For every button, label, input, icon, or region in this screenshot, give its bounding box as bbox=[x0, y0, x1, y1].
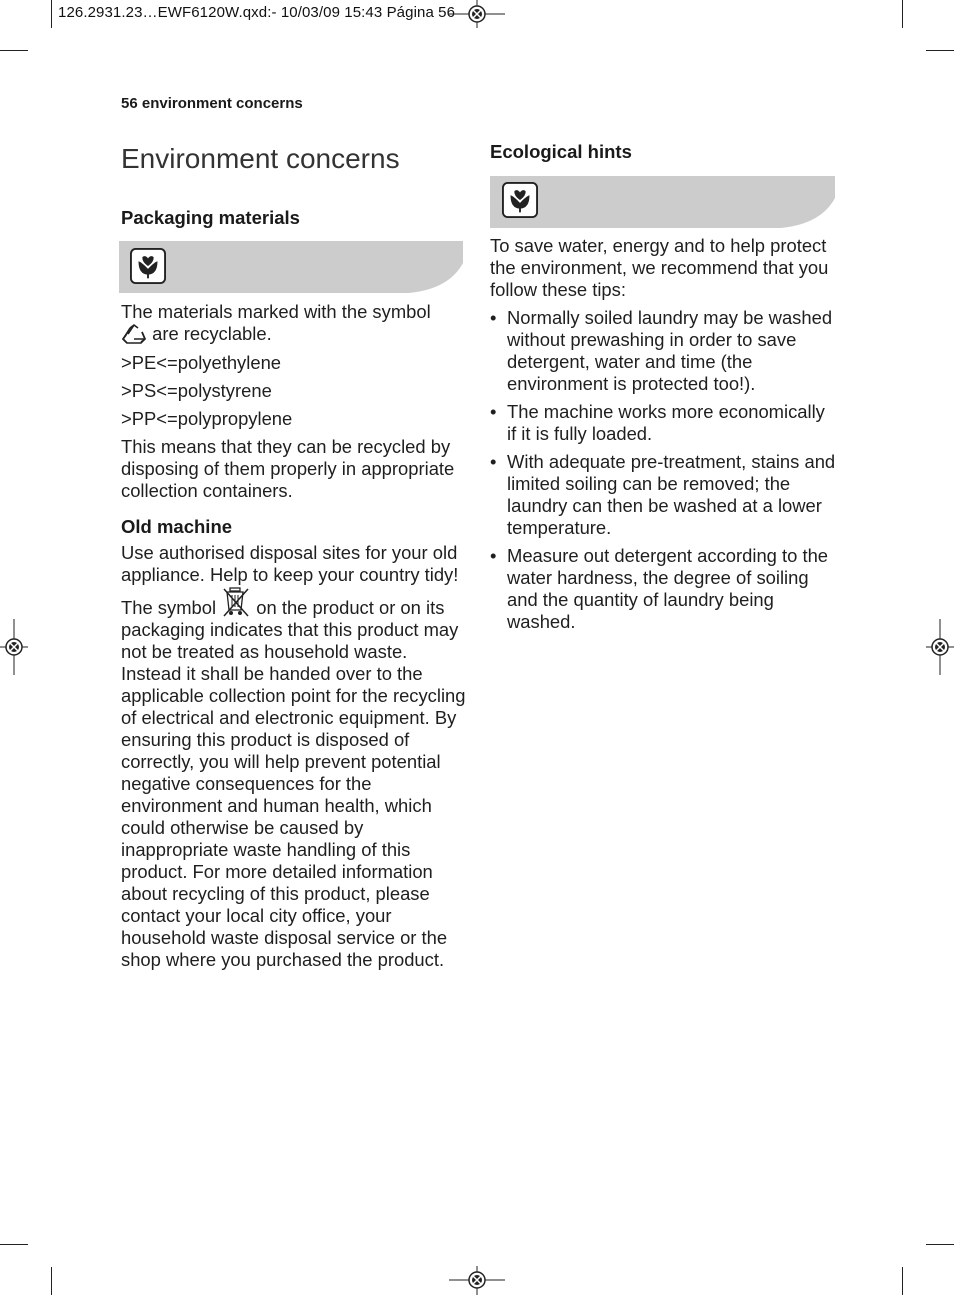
material-ps: >PS<=polystyrene bbox=[121, 380, 272, 401]
list-item: • Measure out detergent according to the water hardness, the degree of soiling and the quantity of laundry being washed. bbox=[490, 545, 836, 633]
registration-mark-icon bbox=[0, 619, 28, 675]
registration-mark-icon bbox=[449, 1266, 505, 1295]
registration-mark-icon bbox=[926, 619, 954, 675]
list-item: • The machine works more economically if it is fully loaded. bbox=[490, 401, 836, 445]
registration-mark-icon bbox=[449, 0, 505, 28]
left-column bbox=[121, 301, 466, 971]
list-item: • Normally soiled laundry may be washed without prewashing in order to save detergent, water and time (the environment is protected too!). bbox=[490, 307, 836, 395]
page-title: Environment concerns bbox=[121, 143, 400, 174]
material-pe: >PE<=polyethylene bbox=[121, 352, 282, 373]
crop-mark bbox=[0, 1244, 28, 1245]
running-header: 56 environment concerns bbox=[121, 95, 303, 112]
print-slug: 126.2931.23…EWF6120W.qxd:- 10/03/09 15:43 Página 56 bbox=[58, 4, 456, 21]
crop-mark bbox=[926, 50, 954, 51]
recyclable-intro: The materials marked with the symbol are recyclable. bbox=[121, 301, 431, 344]
recycle-icon bbox=[121, 324, 147, 346]
crop-mark bbox=[0, 50, 28, 51]
eco-flower-icon bbox=[502, 182, 538, 218]
eco-flower-icon bbox=[130, 248, 166, 284]
crop-mark bbox=[902, 1267, 903, 1295]
list-item: • With adequate pre-treatment, stains and limited soiling can be removed; the laundry can then be washed at a lower temperature. bbox=[490, 451, 836, 539]
old-machine-p1: Use authorised disposal sites for your old appliance. Help to keep your country tidy! bbox=[121, 542, 459, 585]
crop-mark bbox=[926, 1244, 954, 1245]
crop-mark bbox=[902, 0, 903, 28]
right-column bbox=[490, 235, 836, 633]
packaging-heading: Packaging materials bbox=[121, 207, 300, 228]
crop-mark bbox=[51, 0, 52, 28]
crop-mark bbox=[51, 1267, 52, 1295]
old-machine-heading: Old machine bbox=[121, 516, 233, 537]
recycle-text: This means that they can be recycled by disposing of them properly in appropriate collection containers. bbox=[121, 436, 455, 501]
crossed-bin-icon bbox=[221, 586, 251, 618]
ecological-banner bbox=[490, 176, 835, 228]
ecological-hints-heading: Ecological hints bbox=[490, 141, 632, 162]
tips-list bbox=[490, 307, 836, 633]
hints-intro: To save water, energy and to help protect the environment, we recommend that you follow these tips: bbox=[490, 235, 829, 300]
packaging-banner bbox=[119, 241, 463, 293]
material-pp: >PP<=polypropylene bbox=[121, 408, 293, 429]
old-machine-p2: The symbol on the product or on its packaging indicates that this product may not be treated as household waste. Instead it shall be handed over to the applicable collection point for the recycling of electrical and electronic equipment. By ensuring this product is disposed of correctly, you will help prevent potential negative consequences for the environment and human health, which could otherwise be caused by inappropriate waste handling of this product. For more detailed information about recycling of this product, please contact your local city office, your household waste disposal service or the shop where you purchased the product. bbox=[121, 586, 466, 971]
